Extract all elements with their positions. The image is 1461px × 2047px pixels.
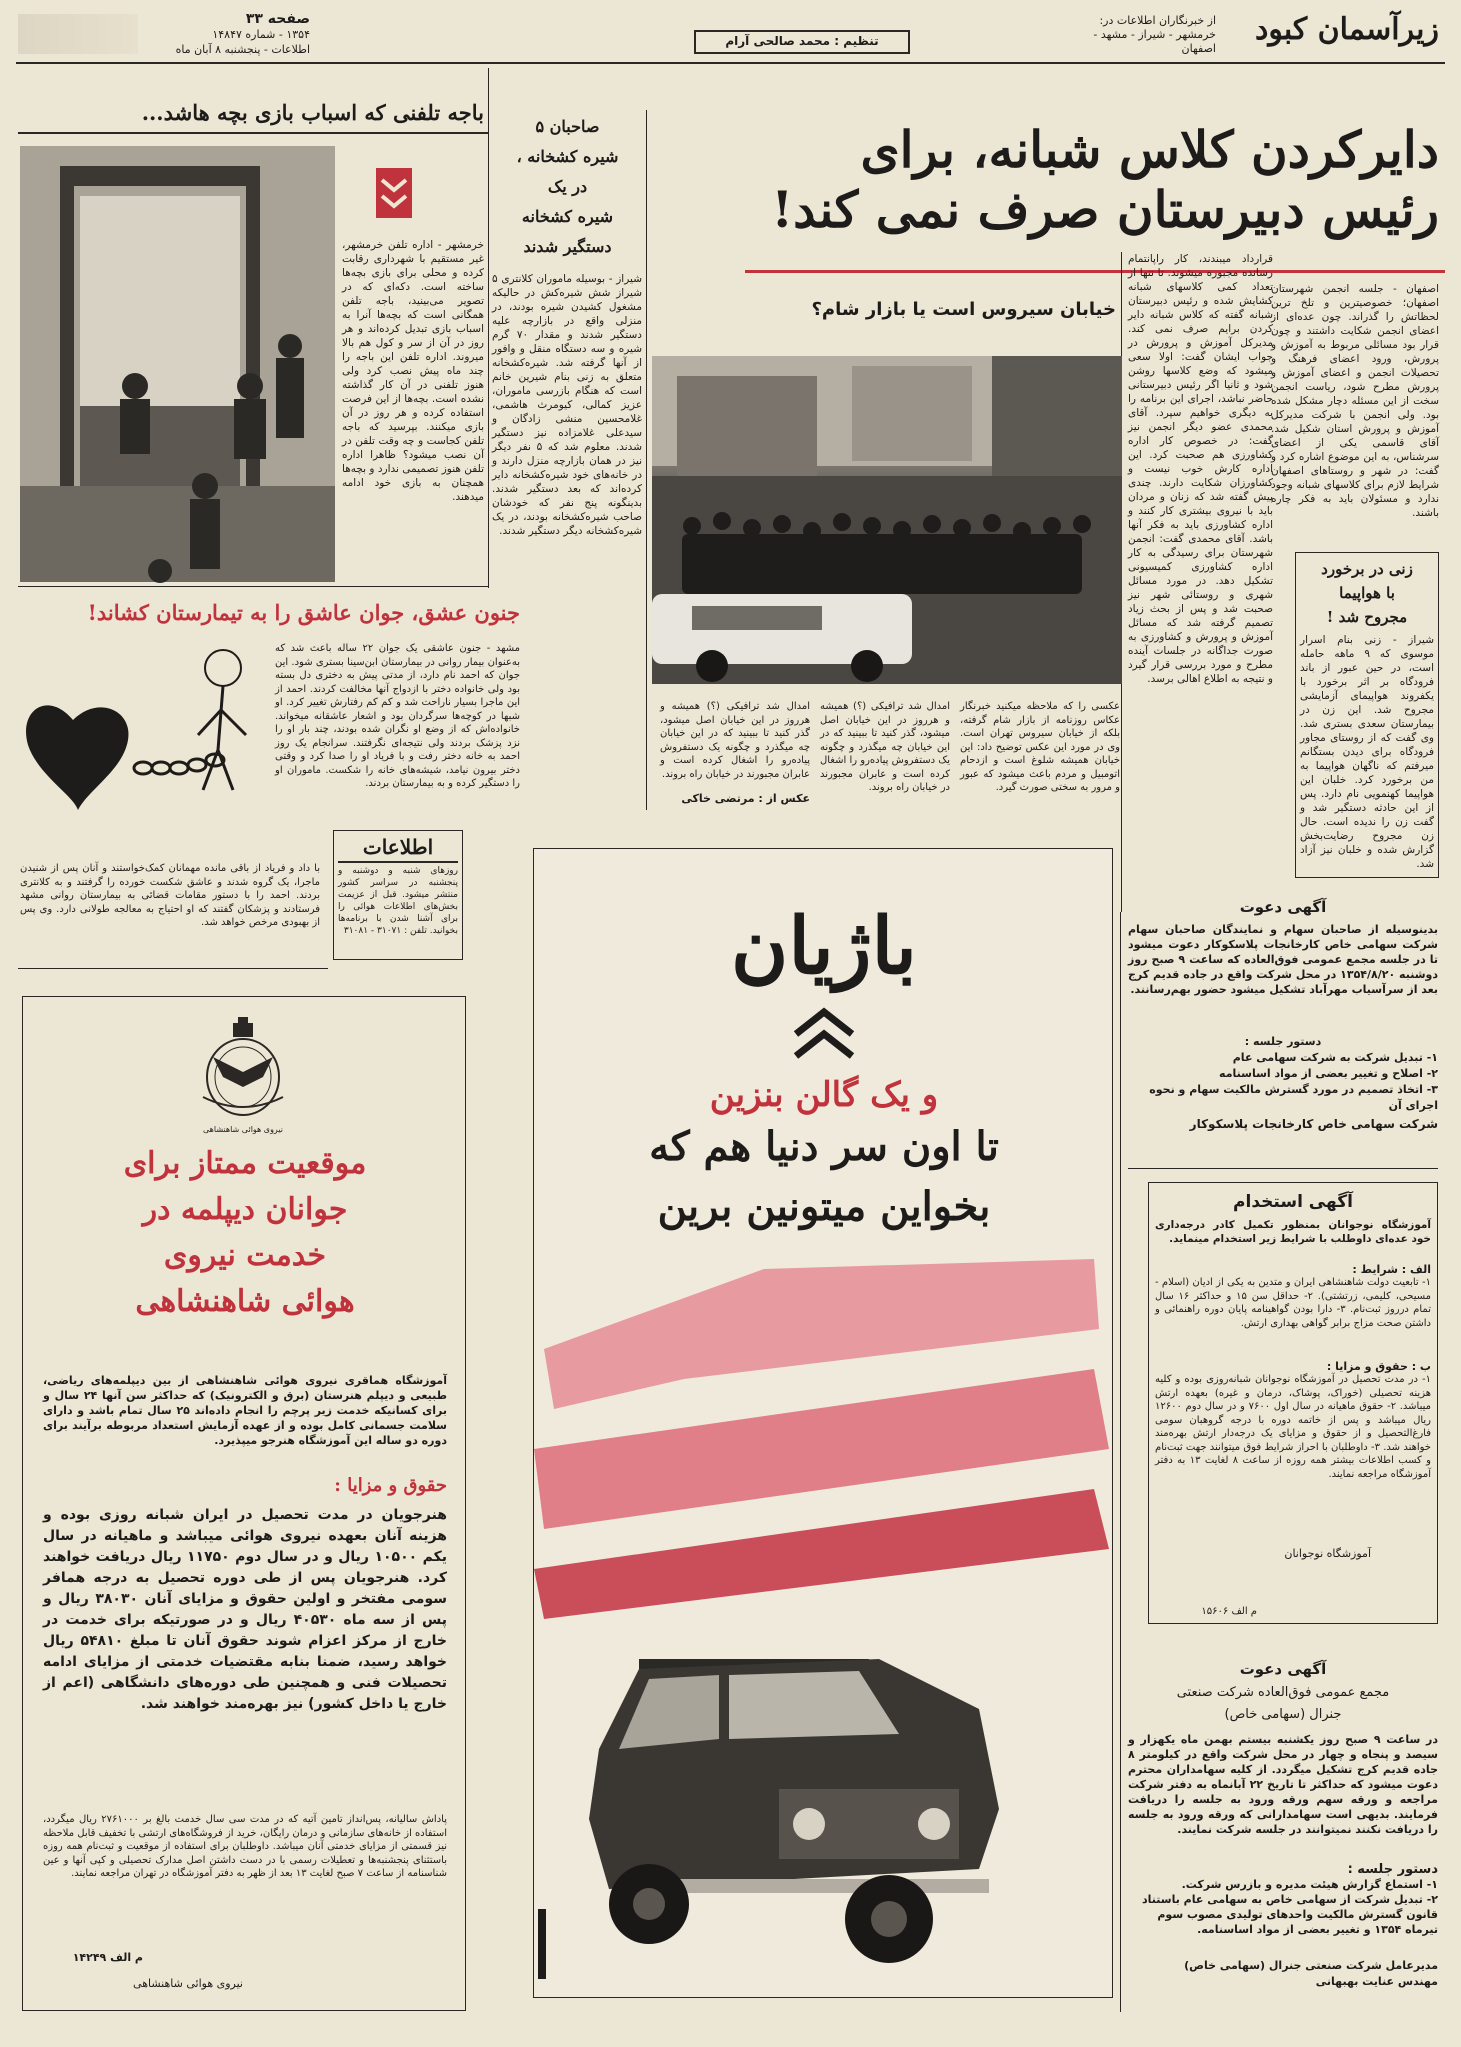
employment-ad [1148,1182,1438,1624]
headline-red-rule [745,270,1445,273]
employment-rights-title: ب : حقوق و مزایا : [1326,1360,1431,1373]
phonebooth-rule [18,132,488,134]
madness-box-bottom [18,968,328,969]
notice-2-subtitle [1128,1682,1438,1726]
main-story-col-right: اصفهان - جلسه انجمن شهرستان اصفهان؛ خصوصیترین و تلخ ترین لحظاتش را گذراند. چون عده‌ای از اعضای انجمن شکایت داشتند و چون قرار بود مسائلی مربوط به آموزش و پرورش، ورود اعضای فرهنگ و تحصیلات انجمن و اعضای آموزش و پرورش مطرح شود، ریاست انجمن سخت از این مسئله دچار مشکل شده بود. ولی انجمن با شرکت مدیرکل آموزش و پرورش استان شکیل شد. آقای قاسمی یکی از اعضای سرشناس، به این موضوع اشاره کرد و گفت: در شهر و روستاهای اصفهان شرایط لازم برای کلاسهای شبانه وجود ندارد و مسئولان باید به فکر چاره باشند. [1271,283,1439,519]
airforce-title [43,1141,447,1325]
issue-date: اطلاعات - پنجشنبه ۸ آبان ماه [175,43,310,56]
opium-divider [646,110,647,810]
phonebooth-photo-drawing [20,146,335,582]
opium-headline-2: شیره کشخانه ، [516,147,619,166]
header-rule [16,62,1445,64]
woman-body: شیراز - زنی بنام اسرار موسوی که ۹ ماهه حامله است، در حین عبور از باند فرودگاه بر اثر برخورد با یکفروند هواپیمای آزمایشی مجروح شد. این زن در بیمارستان سعدی بستری شد. وی گفت که از روستای مجاور فرودگاه برای دیدن بستگانم میرفتم که ناگهان هواپیما به من برخورد کرد. خلبان این هواپیما کهنمویی نام دارد. پس از این حادثه دستگیر شد و گفت زن را ندیده است. حال زن مجروح رضایت‌بخش گزارش شده و خلبان نیز آزاد شد. [1300,634,1434,870]
woman-headline-2: با هواپیما [1339,584,1395,602]
airforce-emblem-caption: نیروی هوائی شاهنشاهی [203,1125,283,1134]
street-headline: خیابان سیروس است یا بازار شام؟ [811,299,1116,320]
photo-credit: عکس از : مرتضی خاکی [681,792,810,805]
notice-2-signature [1128,1958,1438,1990]
notice-1-item-2: ۲- اصلاح و تغییر بعضی از مواد اساسنامه [1219,1067,1438,1080]
airforce-code: م الف ۱۴۲۴۹ [72,1951,143,1964]
madness-body: مشهد - جنون عاشقی یک جوان ۲۲ ساله باعث شد که به‌عنوان بیمار روانی در بیمارستان ابن‌سینا بستری شود. این جوان که احمد نام دارد، از مدتی پیش به دختری دل بسته بود ولی خانواده دختر با ازدواج آنها مخالفت کردند. احمد از این ماجرا بسیار ناراحت شد و کم کم رفتارش تغییر کرد. او شبها در کوچه‌ها سرگردان بود و اشعار عاشقانه میخواند. خانواده‌اش که از وضع او نگران شده بودند، چند بار او را نزد پزشک بردند ولی نتیجه‌ای نگرفتند. سرانجام یک روز احمد به خانه دختر رفت و با فریاد او را صدا کرد و وقتی دختر بیرون نیامد، شیشه‌های خانه را شکست. ماموران او را دستگیر کرده و به بیمارستان بردند. [275,643,521,789]
phonebooth-headline: باجه تلفنی که اسباب بازی بچه هاشد... [141,100,484,125]
airforce-title-3: خدمت نیروی [163,1238,327,1273]
citroen-chevron-icon [792,1004,856,1068]
woman-headline-3: مجروح شد ! [1326,608,1408,626]
employment-intro: آموزشگاه نوجوانان بمنظور تکمیل کادر درجه‌داری خود عده‌ای داوطلب با شرایط زیر استخدام مینماید. [1155,1219,1431,1245]
airforce-benefits-title: حقوق و مزایا : [334,1475,447,1496]
citroen-edge-mark [538,1909,546,1979]
issue-number: ۱۳۵۴ - شماره ۱۴۸۴۷ [212,28,310,41]
cartoon-heart-chain [18,640,268,840]
woman-headline-1: زنی در برخورد [1321,560,1413,578]
main-headline-line-1: دایرکردن کلاس شبانه، برای [860,120,1439,179]
section-title: زیرآسمان کبود [1254,12,1439,47]
notice-2-signature-2: مهندس عنایت بهبهانی [1315,1975,1438,1988]
ettelaat-text: روزهای شنبه و دوشنبه و پنجشنبه در سراسر کشور منتشر میشود. قبل از عزیمت بخش‌های اطلاعات هوائی را برای آشنا شدن با برنامه‌ها بخوانید. تلفن : ۳۱۰۷۱ - ۳۱۰۸۱ [338,866,458,936]
employment-cond-title: الف : شرایط : [1352,1263,1431,1276]
employment-title: آگهی استخدام [1233,1192,1353,1212]
notice-1-agenda-title: دستور جلسه : [1244,1035,1322,1048]
employment-signature: آموزشگاه نوجوانان [1284,1547,1371,1560]
main-story-col-left: قرارداد میبندند، کار راپانتمام رسانده مجبوره میشوند. تا تنها از تعداد کمی کلاسهای شبانه کشایش شده و رئیس دبیرستان شبانه گفته که کلاس شبانه دایر کردن برایم صرف نمی کند. مدیرکل آموزش و پرورش در جواب ایشان گفت: اولا سعی میشود که وضع کلاسها روشن شود و ثانیا اگر رئیس دبیرستانی حاضر نباشد، اجرای این برنامه را به دیگری خواهیم سپرد. آقای محمدی عضو دیگر انجمن نیز گفت: در خصوص کار اداره کشاورزی هم صحبت کرد. این اداره کارش خوب نیست و کشاورزان شکایت دارند. چندی پیش گفته شد که زنان و مردان باید با نیروی بیشتری کار کنند و اداره کشاورزی باید به فکر آنها باشد. آقای محمدی گفت: انجمن شهرستان برای رسیدگی به کار اداره کشاورزی کمیسیونی تشکیل دهد. در مورد مسائل شهری و روستائی شهر نیز صحبت شد و پس از بحث زیاد تصمیم گرفته شد که مسائل آموزش و پرورش و کشاورزی به صورت جداگانه در جلسات آینده مطرح و مورد بررسی قرار گیرد و نتیجه به اطلاع اهالی برسد. [1128,253,1273,685]
page-info [150,12,310,57]
employment-rights: ۱- در مدت تحصیل در آموزشگاه نوجوانان شبانه‌روزی بوده و کلیه هزینه تحصیلی (خوراک، پوشاک، درمان و غیره) بعهده ارتش میباشد. ۲- حقوق ماهیانه در سال اول ۷۶۰۰ و در سال دوم ۱۲۶۰۰ ریال میباشد و پس از خاتمه دوره با درجه گروهبان سومی فارغ‌التحصیل و از حقوق و مزایای یک درجه‌دار ارتش بهره‌مند خواهند شد. ۳- داوطلبان با احراز شرایط فوق میتوانند جهت ثبت‌نام و کسب اطلاعات بیشتر همه روزه از ساعت ۸ لغایت ۱۳ به دفتر آموزشگاه مراجعه نمایند. [1155,1374,1431,1480]
notice-1-title: آگهی دعوت [1239,898,1327,916]
citroen-red-brushstrokes [534,1269,1114,1629]
masthead-ghost [18,14,138,54]
reporters-line-1: از خبرنگاران اطلاعات در: [1099,14,1216,27]
citroen-line-1: تا اون سر دنیا هم که [649,1123,999,1170]
opium-headline [495,112,640,262]
woman-story-box [1295,552,1439,878]
citroen-line-2: بخواین میتونین برین [657,1183,991,1230]
column-rule-right [1120,912,1121,2012]
ettelaat-logo-rule [338,861,458,863]
notice-2-body: در ساعت ۹ صبح روز یکشنبه بیستم بهمن ماه یکهزار و سیصد و پنجاه و چهار در محل شرکت واقع در کیلومتر ۸ جاده قدیم کرج تشکیل میگردد. از کلیه سهامداران محترم دعوت میشود که حداکثر تا تاریخ ۲۲ آبانماه به دفتر شرکت مراجعه و ورقه سهم ورقه ورود به جلسه را دریافت فرمایند. بدیهی است سهامدارانی که ورقه ورود به جلسه را دریافت نکنند نمیتوانند در جلسه شرکت نمایند. [1128,1733,1438,1836]
notice-2-agenda-title: دستور جلسه : [1347,1862,1438,1877]
notice-2-item-2: ۲- تبدیل شرکت از سهامی خاص به سهامی عام باستناد قانون گسترش مالکیت واحدهای تولیدی مصوب سوم تیرماه ۱۳۵۴ و تغییر بعضی از مواد اساسنامه. [1142,1893,1438,1936]
notice-2-agenda [1128,1862,1438,1937]
airforce-ad [22,996,466,2011]
citroen-car-photo [579,1639,1019,1969]
airforce-benefits: هنرجویان در مدت تحصیل در ایران شبانه روزی بوده و هزینه آنان بعهده نیروی هوائی میباشد و ماهیانه در سال یکم ۱۰۵۰۰ ریال و در سال دوم ۱۱۷۵۰ ریال دریافت خواهند کرد. هنرجویان پس از طی دوره تحصیل به درجه همافر سومی مفتخر و اولین حقوق و مزایای آنان ۳۸۰۳۰ ریال و پس از سه ماه ۴۰۵۳۰ ریال و در صورتیکه برای خدمت در خارج از مرکز اعزام شوند حقوق آنان تا مبلغ ۵۴۸۱۰ ریال خواهد رسید، ضمنا بنابه مقتضیات خدمتی از مزایای ادامه تحصیلات فنی و همچنین طی دوره‌های دانشگاهی (اعم از خارج یا داخل کشور) نیز بهره‌مند خواهند شد. [43,1507,447,1712]
opium-headline-1: صاحبان ۵ [535,117,600,136]
street-photo [652,356,1122,684]
notice-1-agenda [1128,1034,1438,1132]
airforce-title-4: هوائی شاهنشاهی [135,1284,355,1319]
employment-conditions: ۱- تابعیت دولت شاهنشاهی ایران و متدین به یکی از ادیان (اسلام - مسیحی، کلیمی، زرتشتی). ۲- حداقل سن ۱۵ و حداکثر ۱۶ سال تمام درروز ثبت‌نام. ۳- دارا بودن گواهینامه پایان دوره راهنمائی و داشتن صحت مزاج برابر گواهی بهداری ارتش. [1155,1277,1432,1329]
madness-headline: جنون عشق، جوان عاشق را به تیمارستان کشاند! [87,600,520,625]
main-headline-line-2: رئیس دبیرستان صرف نمی کند! [771,180,1439,239]
street-caption-3: امدال شد ترافیکی (؟) همیشه و هرروز در این خیابان اصل میشود، گذر کنید تا ببینید که در این خیابان چه میگذرد و چگونه یک دستفروش پیاده‌رو را اشغال کرده است و عابران مجبورند در خیابان راه بروند. [660,701,810,780]
woman-headline [1300,557,1434,629]
citroen-brand: باژیان [731,901,917,992]
opium-headline-5: دستگیر شدند [523,237,612,256]
airforce-emblem [183,1017,303,1127]
opium-headline-4: شیره کشخانه [521,207,614,226]
editor-box: تنظیم : محمد صالحی آرام [694,30,910,54]
phonebooth-box-bottom [18,586,488,587]
notice-1-intro: بدینوسیله از صاحبان سهام و نمایندگان صاحبان سهام شرکت سهامی خاص کارخانجات پلاسکوکار دعوت میشود تا در جلسه مجمع عمومی فوق‌العاده که ساعت ۹ صبح روز دوشنبه ۱۳۵۴/۸/۲۰ در محل شرکت واقع در جاده قدیم کرج بعد از سرآسیاب مهرآباد تشکیل میشود حضور بهم‌رسانند. [1128,923,1439,996]
citroen-ad [533,848,1113,1998]
airforce-title-1: موقعیت ممتاز برای [123,1146,367,1181]
ettelaat-logo: اطلاعات [362,835,434,859]
phonebooth-photo [20,146,335,582]
street-caption-1: عکسی را که ملاحظه میکنید خبرنگار عکاس روزنامه از بازار شام گرفته، بلکه از خیابان سیروس تهران است. وی در مورد این عکس توضیح داد: این خیابان همیشه شلوغ است و ازدحام اتومبیل و مردم باعث میشود که عبور و مرور به سختی صورت گیرد. [960,701,1120,793]
page-number: صفحه ۳۳ [245,11,310,27]
chevron-down-icon [376,168,412,218]
notice-2-subtitle-2: جنرال (سهامی خاص) [1224,1707,1342,1722]
notice-2-item-1: ۱- استماع گزارش هیئت مدیره و بازرس شرکت. [1181,1878,1438,1891]
employment-code: م الف ۱۵۶۰۶ [1201,1606,1257,1617]
notice-1-item-1: ۱- تبدیل شرکت به شرکت سهامی عام [1232,1051,1438,1064]
airforce-title-2: جوانان دیپلمه در [142,1192,348,1227]
notice-1-rule [1128,1168,1438,1169]
notice-2-signature-1: مدیرعامل شرکت صنعتی جنرال (سهامی خاص) [1184,1959,1438,1972]
notice-1-company: شرکت سهامی خاص کارخانجات پلاسکوکار [1189,1117,1438,1131]
opium-headline-3: در یک [547,177,588,196]
notice-1-item-3: ۳- اتخاذ تصمیم در مورد گسترش مالکیت سهام و نحوه اجرای آن [1149,1083,1438,1112]
reporters-line-2: خرمشهر - شیراز - مشهد - [1093,28,1216,41]
reporters-line-3: اصفهان [1181,42,1216,55]
airforce-intro: آموزشگاه هماقری نیروی هوائی شاهنشاهی از بین دیپلمه‌های ریاضی، طبیعی و دیپلم هنرستان (برق و الکترونیک) که حداکثر سن آنها ۲۴ سال و برای کسانیکه خدمت زیر پرچم را انجام داده‌اند ۲۵ سال تمام باشد و دارای سلامت جسمانی کامل بوده و از عهده آزمایش استعداد مربوطه برآیند برای دوره دو ساله این آموزشگاه هنرجو میپذیرد. [43,1374,447,1447]
reporters-note [1076,14,1216,56]
opium-body: شیراز - بوسیله ماموران کلانتری ۵ شیراز شش شیره‌کش در حالیکه مشغول کشیدن شیره بودند، در منزلی واقع در بازارچه علیه دستگیر شدند و مقدار ۷۰ گرم شیره و سه دستگاه منقل و وافور از آنها گرفته شد. شیره‌کشخانه متعلق به زنی بنام شیرین خانم است که هنگام بازرسی ماموران، عزیز کمالی، کیومرث هاشمی، غلامحسین منشی زادگان و سیدعلی غلامزاده نیز دستگیر شدند. معلوم شد که ۵ نفر دیگر نیز در همان بازارچه منزل دارند و در خانه‌های خود شیره‌کشخانه دایر کرده‌اند که بعد دستگیر شدند. بدینگونه پنج نفر که خودشان صاحب شیره‌کشخانه بودند، در یک شیره‌کشخانه دیگر دستگیر شدند. [492,273,642,537]
ettelaat-box [333,830,463,960]
citroen-tagline-red: و یک گالن بنزین [709,1075,939,1115]
notice-2-title: آگهی دعوت [1239,1660,1327,1678]
airforce-notes: پاداش سالیانه، پس‌انداز تامین آتیه که در مدت سی سال خدمت بالغ بر ۲۷۶۱۰۰۰ ریال میگردد، استفاده از خانه‌های سازمانی و درمان رایگان، خرید از فروشگاه‌های ارتشی با تخفیف قابل ملاحظه نیز قسمتی از مزایای خدمتی آنان میباشد. داوطلبان برای استفاده از موقعیت و ثبت‌نام همه روزه باستثنای پنجشنبه‌ها و تعطیلات رسمی با در دست داشتن اصل مدارک تحصیلی و کپی آنها و عین شناسنامه از ساعت ۷ صبح لغایت ۱۳ بعد از ظهر به دفتر آموزشگاه در تهران مراجعه نمایند. [43,1814,447,1879]
airforce-signature: نیروی هوائی شاهنشاهی [133,1977,243,1990]
notice-2-subtitle-1: مجمع عمومی فوق‌العاده شرکت صنعتی [1176,1685,1390,1700]
column-rule-left [488,68,489,588]
street-caption-2: امدال شد ترافیکی (؟) همیشه و هرروز در این خیابان اصل میشود، گذر کنید تا ببینید که در این خیابان چه میگذرد و چگونه یک دستفروش پیاده‌رو را اشغال کرده است و عابران مجبورند در خیابان راه بروند. [819,701,950,793]
phonebooth-body: خرمشهر - اداره تلفن خرمشهر، غیر مستقیم با شهرداری رقابت کرده و محلی برای بازی بچه‌ها ساخته است. دکه‌ای که در تصویر می‌بینید، باجه تلفن همگانی است که بچه‌ها آنرا به اسباب بازی تبدیل کرده‌اند و هر روز در آن از سر و کول هم بالا میروند. اداره تلفن این باجه را چند ماه پیش نصب کرد ولی هنوز تلفنی در آن کار گذاشته نشده است. بچه‌ها از این فرصت استفاده کرده و هر روز در آن بازی میکنند. بپرسید که باجه تلفن کجاست و چه وقت تلفن در آن نصب میشود؟ ظاهرا اداره تلفن هنوز تصمیمی ندارد و بچه‌ها همچنان به بازی خود ادامه میدهند. [342,239,484,503]
madness-body-2: با داد و فریاد از باقی مانده مهمانان کمک‌خواستند و آنان پس از شنیدن ماجرا، یک گروه شدند و عاشق شکست خورده را گرفتند و به کلانتری بردند. احمد را با دستور مقامات قضائی به بیمارستان روانی مشهد فرستادند و پزشکان گفتند که او احتیاج به معالجه طولانی دارد. وی پس از بهبودی مرخص خواهد شد. [20,863,320,928]
street-photo-drawing [652,356,1122,684]
